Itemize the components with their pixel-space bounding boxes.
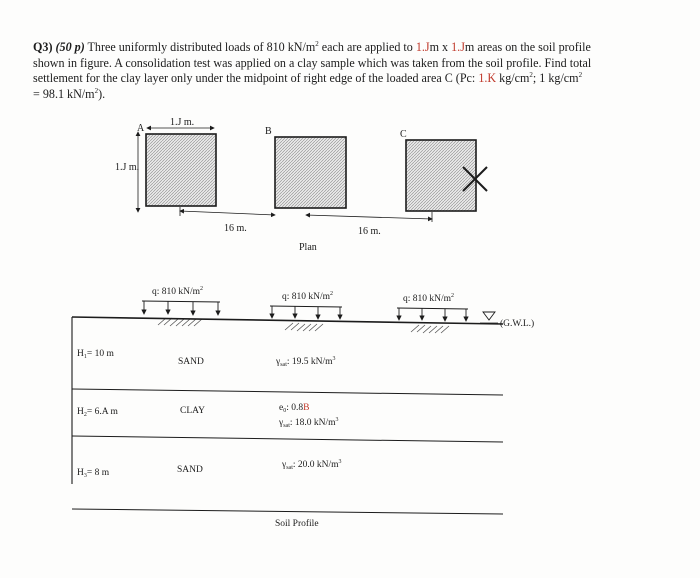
boundary-1 [72, 389, 503, 395]
dim-side: 1.J m. [115, 162, 140, 173]
footing-hatch-c [411, 325, 449, 333]
text-run: settlement for the clay layer only under the midpoint of right edge of the loaded area C (Pc: [33, 71, 479, 86]
question-points: (50 p) [55, 40, 85, 54]
problem-line-3: settlement for the clay layer only under the midpoint of right edge of the loaded area C (Pc: 1.K $kg/cm^2$; 1 $kg/cm^2$ [33, 71, 583, 86]
dim-line-gap-1 [180, 211, 275, 215]
text-run: = 98.1 kN/m [33, 86, 95, 101]
plan-view [115, 117, 487, 253]
gap-1: 16 m. [224, 223, 247, 234]
h1-label: $H_1= 10$ m [77, 349, 114, 360]
clay-unit-weight: $\gamma_{sat}$: 18.0 $kN/m^3$ [279, 417, 339, 429]
plan-caption: Plan [299, 242, 317, 253]
dim-line-gap-2 [306, 215, 432, 219]
text-run: kN/m [284, 40, 316, 54]
text-run: Three uniformly distributed loads of [84, 40, 267, 54]
load-label-c: q: 810 $kN/m^2$ [403, 293, 455, 304]
gap-2: 16 m. [358, 226, 381, 237]
load-bar-b [270, 306, 342, 319]
label-c: C [400, 129, 407, 140]
text-run: ; 1 kg/cm [532, 71, 579, 86]
layer-2-name: CLAY [180, 406, 205, 416]
ground-surface [72, 317, 503, 324]
boundary-3 [72, 509, 503, 514]
text-run: m areas on the soil profile [464, 40, 591, 54]
load-label-b: q: 810 $kN/m^2$ [282, 291, 334, 302]
problem-line-4: = 98.1 $kN/m^2$). [33, 86, 106, 101]
question-number: Q3) [33, 40, 53, 54]
gwl-symbol [480, 312, 498, 323]
footing-hatch-b [285, 323, 323, 331]
boundary-2 [72, 436, 503, 442]
gwl-label: (G.W.L.) [500, 319, 535, 329]
h2-label: $H_2= 6.A$ m [77, 407, 118, 418]
load-bar-c [397, 308, 468, 321]
layer-3-unit-weight: $\gamma_{sat}$: 20.0 $kN/m^3$ [282, 459, 342, 471]
loaded-area-a [146, 134, 216, 206]
loaded-area-c [406, 140, 476, 211]
area-variable: 1.J [415, 40, 430, 54]
pc-variable: 1.K [478, 71, 497, 86]
layer-1-name: SAND [178, 357, 204, 367]
loaded-area-b [275, 137, 346, 208]
text-run: each are applied to [318, 40, 416, 54]
dim-top: 1.J m. [170, 117, 195, 128]
area-variable: 1.J [451, 40, 465, 54]
clay-void-ratio: $e_0$: 0.8B [279, 403, 310, 414]
h3-label: $H_3= 8$ m [77, 468, 110, 479]
load-value: 810 [266, 40, 285, 54]
load-bar-a [142, 301, 220, 315]
layer-3-name: SAND [177, 465, 203, 475]
problem-line-1: Q3) (50 p) Three uniformly distributed loads of 810 $kN/m^2$ each are applied to 1.Jm x 1.Jm areas on the soil profile [33, 39, 591, 54]
soil-profile [72, 286, 534, 529]
label-b: B [265, 126, 272, 137]
text-run: kg/cm [496, 71, 530, 86]
text-run: m x [429, 40, 452, 54]
profile-caption: Soil Profile [275, 519, 319, 529]
layer-1-unit-weight: $\gamma_{sat}$: 19.5 $kN/m^3$ [276, 356, 336, 368]
problem-line-2: shown in figure. A consolidation test was applied on a clay sample which was taken from the soil profile. Find total [33, 55, 592, 70]
text-run: ). [98, 86, 106, 101]
load-label-a: q: 810 $kN/m^2$ [152, 286, 204, 297]
label-a: A [137, 123, 145, 134]
